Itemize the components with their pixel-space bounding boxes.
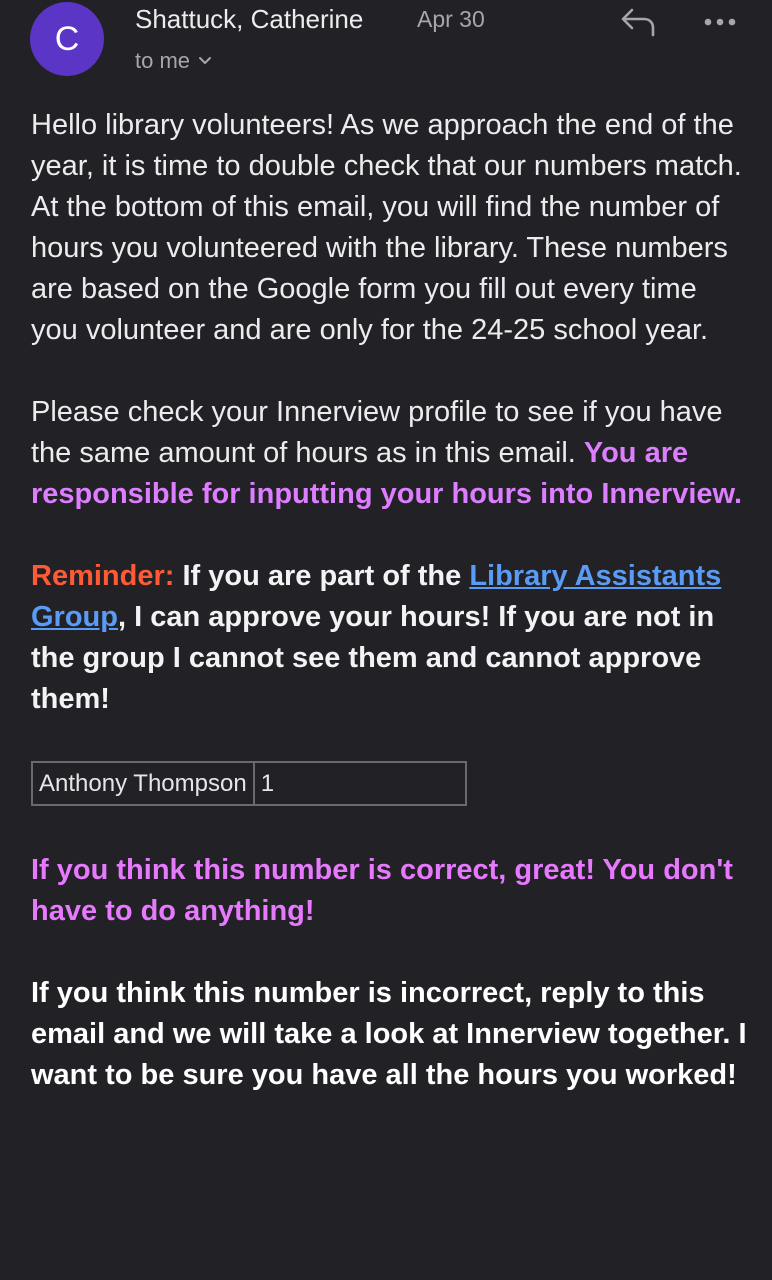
volunteer-name-cell: Anthony Thompson xyxy=(32,762,254,805)
recipient-label: to me xyxy=(135,48,191,73)
volunteer-hours-cell: 1 xyxy=(254,762,466,805)
recipient-dropdown[interactable] xyxy=(135,48,212,74)
responsibility-highlight: You are responsible for inputting your hours into Innerview. xyxy=(31,437,743,510)
more-options-icon xyxy=(703,17,737,27)
email-header xyxy=(0,0,772,90)
incorrect-number-paragraph: If you think this number is incorrect, reply to this email and we will take a look at Innerview together. I want to be sure you have all the hours you worked! xyxy=(31,977,747,1091)
sender-name[interactable]: Shattuck, Catherine xyxy=(135,4,364,34)
table-row xyxy=(32,762,466,805)
intro-paragraph: Hello library volunteers! As we approach the end of the year, it is time to double check that our numbers match. At the bottom of this email, you will find the number of hours you volunteered with the library. These numbers are based on the Google form you fill out every time you volunteer and are only for the 24-25 school year. xyxy=(31,109,742,346)
reminder-paragraph xyxy=(31,556,751,720)
reminder-pre-text: If you are part of the xyxy=(182,560,462,592)
chevron-down-icon xyxy=(198,56,212,66)
check-profile-paragraph xyxy=(31,392,751,515)
more-options-button[interactable] xyxy=(694,0,746,44)
correct-number-paragraph: If you think this number is correct, great! You don't have to do anything! xyxy=(31,854,733,927)
reply-button[interactable] xyxy=(614,0,664,44)
library-assistants-group-link[interactable]: Library Assistants Group xyxy=(31,560,722,633)
reminder-post-text: , I can approve your hours! If you are not in the group I cannot see them and cannot approve them! xyxy=(31,601,715,715)
reply-icon xyxy=(620,6,658,38)
hours-table xyxy=(31,761,467,806)
avatar-letter: C xyxy=(54,19,80,58)
reminder-label: Reminder: xyxy=(31,560,175,592)
email-body xyxy=(31,105,751,1137)
email-date: Apr 30 xyxy=(417,6,485,32)
check-profile-text: Please check your Innerview profile to see if you have the same amount of hours as in this email. xyxy=(31,396,723,469)
avatar[interactable] xyxy=(30,2,104,76)
